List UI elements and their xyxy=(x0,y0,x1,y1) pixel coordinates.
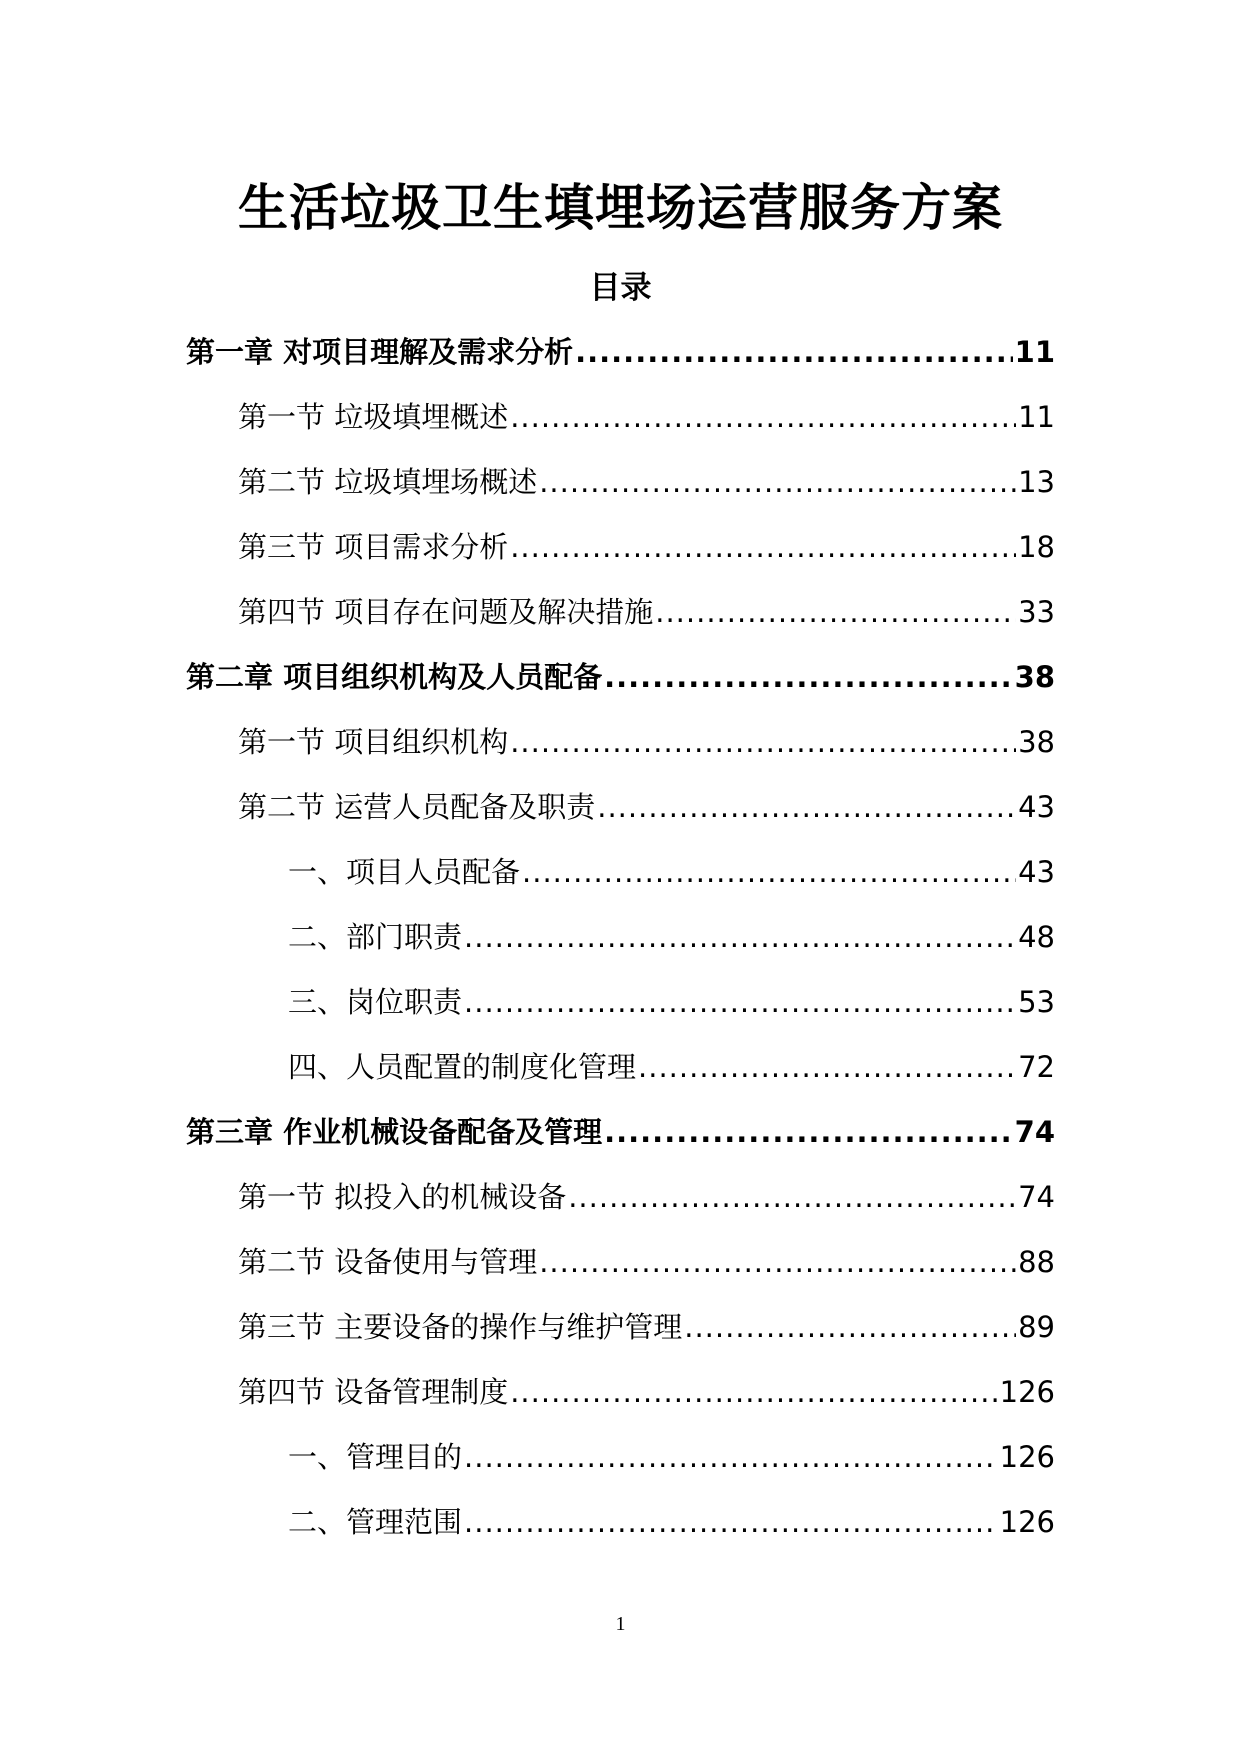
toc-entry-label: 第二节 运营人员配备及职责 xyxy=(238,790,596,824)
toc-chapter-3[interactable] xyxy=(186,1110,1055,1175)
toc-subsection-3-4-2[interactable] xyxy=(186,1500,1055,1565)
toc-subsection-2-2-3[interactable] xyxy=(186,980,1055,1045)
toc-entry-label: 第三节 项目需求分析 xyxy=(238,530,509,564)
toc-section-2-2[interactable] xyxy=(186,785,1055,850)
toc-entry-label: 二、部门职责 xyxy=(288,920,463,954)
toc-section-1-4[interactable] xyxy=(186,590,1055,655)
toc-entry-label: 第二章 项目组织机构及人员配备 xyxy=(186,660,603,694)
toc-dot-leader xyxy=(510,395,1016,439)
toc-dot-leader xyxy=(510,1370,997,1414)
toc-entry-label: 第四节 项目存在问题及解决措施 xyxy=(238,595,654,629)
toc-dot-leader xyxy=(575,330,1013,374)
toc-dot-leader xyxy=(684,1305,1016,1349)
toc-dot-leader xyxy=(604,1110,1013,1154)
toc-dot-leader xyxy=(510,525,1016,569)
toc-section-1-3[interactable] xyxy=(186,525,1055,590)
toc-entry-page: 38 xyxy=(1018,725,1055,759)
toc-dot-leader xyxy=(568,1175,1016,1219)
toc-entry-label: 第二节 垃圾填埋场概述 xyxy=(238,465,538,499)
toc-section-1-1[interactable] xyxy=(186,395,1055,460)
table-of-contents xyxy=(186,330,1055,1565)
toc-entry-page: 11 xyxy=(1018,400,1055,434)
toc-entry-label: 第三章 作业机械设备配备及管理 xyxy=(186,1115,603,1149)
toc-section-2-1[interactable] xyxy=(186,720,1055,785)
document-title: 生活垃圾卫生填埋场运营服务方案 xyxy=(238,179,1003,237)
toc-entry-page: 88 xyxy=(1018,1245,1055,1279)
toc-chapter-2[interactable] xyxy=(186,655,1055,720)
toc-entry-page: 48 xyxy=(1018,920,1055,954)
toc-entry-page: 18 xyxy=(1018,530,1055,564)
toc-entry-page: 11 xyxy=(1014,335,1055,369)
toc-dot-leader xyxy=(655,590,1016,634)
toc-entry-page: 43 xyxy=(1018,790,1055,824)
toc-entry-label: 一、管理目的 xyxy=(288,1440,463,1474)
toc-section-3-3[interactable] xyxy=(186,1305,1055,1370)
toc-dot-leader xyxy=(638,1045,1016,1089)
toc-entry-label: 第四节 设备管理制度 xyxy=(238,1375,509,1409)
toc-entry-label: 第一节 项目组织机构 xyxy=(238,725,509,759)
toc-dot-leader xyxy=(510,720,1016,764)
toc-dot-leader xyxy=(539,460,1016,504)
toc-entry-label: 第一节 拟投入的机械设备 xyxy=(238,1180,567,1214)
toc-dot-leader xyxy=(539,1240,1016,1284)
toc-entry-page: 72 xyxy=(1018,1050,1055,1084)
toc-dot-leader xyxy=(597,785,1016,829)
toc-entry-page: 53 xyxy=(1018,985,1055,1019)
toc-entry-page: 89 xyxy=(1018,1310,1055,1344)
toc-chapter-1[interactable] xyxy=(186,330,1055,395)
toc-entry-page: 43 xyxy=(1018,855,1055,889)
toc-entry-page: 126 xyxy=(999,1505,1055,1539)
toc-entry-page: 33 xyxy=(1018,595,1055,629)
toc-section-3-4[interactable] xyxy=(186,1370,1055,1435)
toc-entry-label: 一、项目人员配备 xyxy=(288,855,521,889)
toc-subsection-2-2-2[interactable] xyxy=(186,915,1055,980)
toc-entry-label: 二、管理范围 xyxy=(288,1505,463,1539)
toc-entry-label: 三、岗位职责 xyxy=(288,985,463,1019)
toc-dot-leader xyxy=(464,915,1016,959)
toc-dot-leader xyxy=(464,1435,998,1479)
toc-subsection-2-2-4[interactable] xyxy=(186,1045,1055,1110)
toc-dot-leader xyxy=(604,655,1013,699)
toc-entry-page: 126 xyxy=(999,1440,1055,1474)
toc-entry-page: 74 xyxy=(1018,1180,1055,1214)
toc-entry-page: 38 xyxy=(1014,660,1055,694)
toc-entry-page: 74 xyxy=(1014,1115,1055,1149)
toc-section-3-1[interactable] xyxy=(186,1175,1055,1240)
toc-entry-label: 第三节 主要设备的操作与维护管理 xyxy=(238,1310,683,1344)
toc-entry-page: 126 xyxy=(999,1375,1055,1409)
toc-dot-leader xyxy=(522,850,1016,894)
toc-entry-label: 四、人员配置的制度化管理 xyxy=(288,1050,637,1084)
toc-dot-leader xyxy=(464,980,1016,1024)
toc-subsection-3-4-1[interactable] xyxy=(186,1435,1055,1500)
toc-subsection-2-2-1[interactable] xyxy=(186,850,1055,915)
toc-entry-label: 第二节 设备使用与管理 xyxy=(238,1245,538,1279)
toc-dot-leader xyxy=(464,1500,998,1544)
toc-heading: 目录 xyxy=(589,270,652,306)
toc-entry-page: 13 xyxy=(1018,465,1055,499)
toc-entry-label: 第一章 对项目理解及需求分析 xyxy=(186,335,574,369)
page-number: 1 xyxy=(615,1613,626,1635)
toc-section-3-2[interactable] xyxy=(186,1240,1055,1305)
toc-section-1-2[interactable] xyxy=(186,460,1055,525)
toc-entry-label: 第一节 垃圾填埋概述 xyxy=(238,400,509,434)
